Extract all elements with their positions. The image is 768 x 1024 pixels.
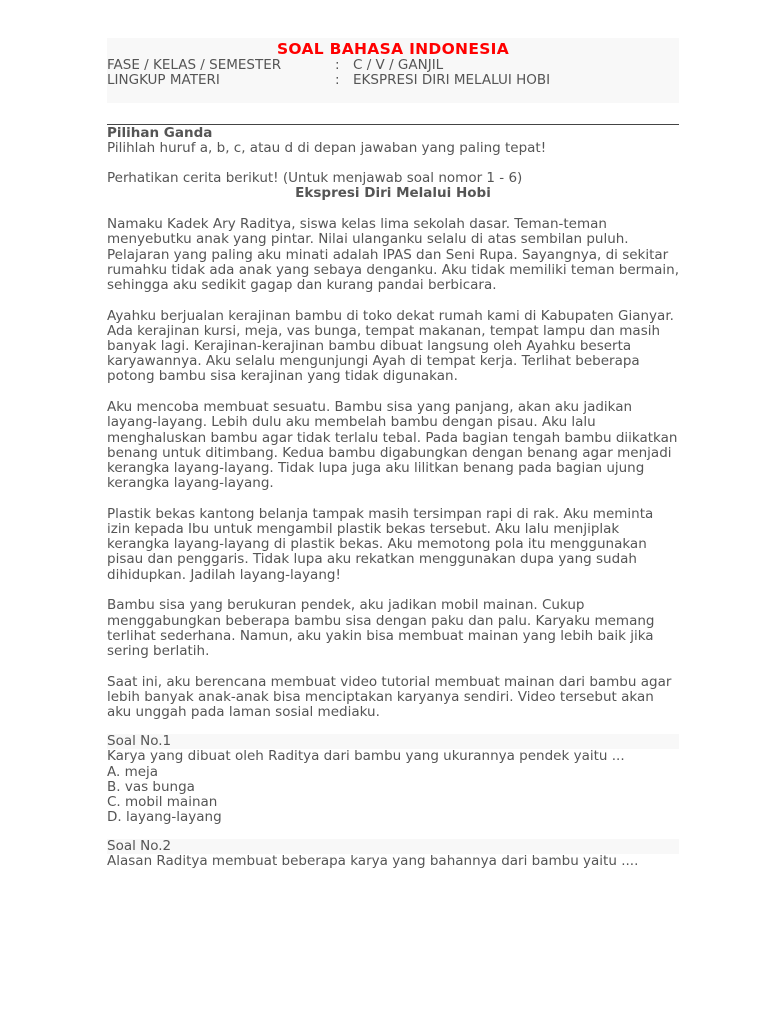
story-paragraph: Ayahku berjualan kerajinan bambu di toko dekat rumah kami di Kabupaten Gianyar. Ada kerajinan kursi, meja, vas bunga, tempat makanan, tempat lampu dan masih banyak lagi. Kerajinan-kerajinan bambu dibuat langsung oleh Ayahku beserta karyawannya. Aku selalu mengunjungi Ayah di tempat kerja. Terlihat beberapa potong bambu sisa kerajinan yang tidak digunakan. (107, 307, 674, 385)
header-box (107, 38, 679, 103)
section-instruction: Pilihlah huruf a, b, c, atau d di depan jawaban yang paling tepat! (107, 140, 547, 156)
story-title: Ekspresi Diri Melalui Hobi (295, 185, 491, 202)
meta-value: EKSPRESI DIRI MELALUI HOBI (353, 72, 551, 88)
question-text: Karya yang dibuat oleh Raditya dari bambu yang ukurannya pendek yaitu ... (107, 748, 625, 765)
story-paragraph: Saat ini, aku berencana membuat video tutorial membuat mainan dari bambu agar lebih banyak anak-anak bisa menciptakan karyanya sendiri. Video tersebut akan aku unggah pada laman sosial mediaku. (107, 673, 672, 721)
question-block (107, 839, 679, 869)
answer-option: C. mobil mainan (107, 793, 218, 810)
question-label: Soal No.2 (107, 839, 679, 854)
meta-value: C / V / GANJIL (353, 57, 444, 73)
story-paragraph: Aku mencoba membuat sesuatu. Bambu sisa yang panjang, akan aku jadikan layang-layang. Lebih dulu aku membelah bambu dengan pisau. Aku lalu menghaluskan bambu agar tidak terlalu tebal. Pada bagian tengah bambu diikatkan benang untuk ditimbang. Kedua bambu digabungkan dengan benang agar menjadi kerangka layang-layang. Tidak lupa juga aku lilitkan benang pada bagian ujung kerangka layang-layang. (107, 399, 678, 492)
story-intro: Perhatikan cerita berikut! (Untuk menjawab soal nomor 1 - 6) (107, 170, 523, 187)
story-paragraph: Bambu sisa yang berukuran pendek, aku jadikan mobil mainan. Cukup menggabungkan beberapa bambu sisa dengan paku dan palu. Karyaku memang terlihat sederhana. Namun, aku yakin bisa membuat mainan yang lebih baik jika sering berlatih. (107, 597, 655, 659)
answer-option: A. meja (107, 763, 159, 780)
question-label: Soal No.1 (107, 734, 679, 749)
section-title: Pilihan Ganda (107, 125, 213, 141)
meta-row-lingkup (107, 73, 679, 88)
document-page (107, 38, 679, 870)
meta-colon: : (335, 72, 340, 88)
meta-colon: : (335, 57, 340, 73)
meta-row-fase (107, 58, 679, 73)
answer-option: B. vas bunga (107, 778, 195, 795)
document-title: SOAL BAHASA INDONESIA (276, 40, 510, 58)
story-paragraph: Namaku Kadek Ary Raditya, siswa kelas lima sekolah dasar. Teman-teman menyebutku anak yang pintar. Nilai ulanganku selalu di atas sembilan puluh. Pelajaran yang paling aku minati adalah IPAS dan Seni Rupa. Sayangnya, di sekitar rumahku tidak ada anak yang sebaya denganku. Aku tidak memiliki teman bermain, sehingga aku sedikit gagap dan kurang pandai berbicara. (107, 216, 680, 293)
question-block (107, 734, 679, 825)
story-paragraph: Plastik bekas kantong belanja tampak masih tersimpan rapi di rak. Aku meminta izin kepada Ibu untuk mengambil plastik bekas tersebut. Aku lalu menjiplak kerangka layang-layang di plastik bekas. Aku memotong pola itu menggunakan pisau dan penggaris. Tidak lupa aku rekatkan menggunakan dupa yang sudah dihidupkan. Jadilah layang-layang! (107, 505, 654, 583)
meta-key: LINGKUP MATERI (107, 72, 220, 88)
question-text: Alasan Raditya membuat beberapa karya yang bahannya dari bambu yaitu .... (107, 853, 639, 870)
meta-key: FASE / KELAS / SEMESTER (107, 57, 282, 73)
answer-option: D. layang-layang (107, 809, 222, 826)
